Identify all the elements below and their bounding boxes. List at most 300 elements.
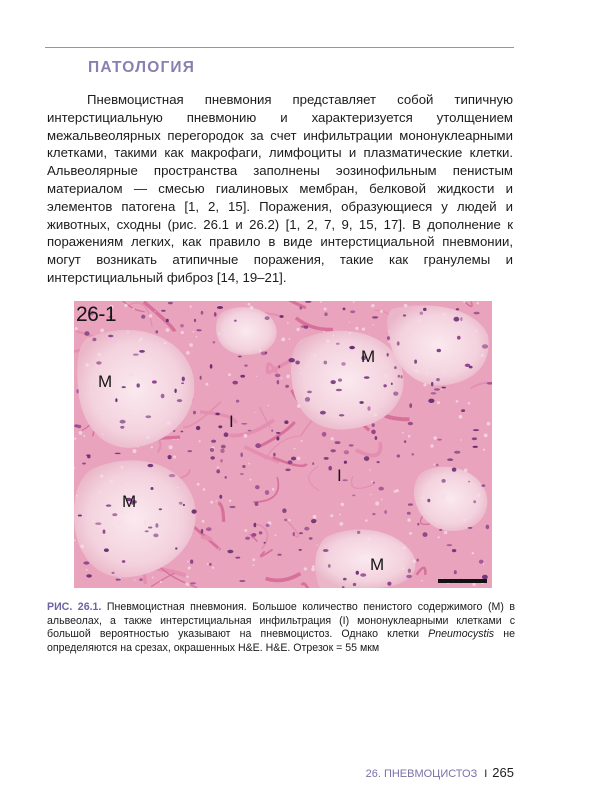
cell-nucleus (87, 455, 90, 459)
cell-nucleus (271, 430, 273, 432)
foam-vacuole (483, 449, 485, 451)
foam-vacuole (151, 517, 152, 518)
figure-label-m: M (370, 555, 385, 574)
foam-vacuole (320, 301, 322, 303)
foam-vacuole (311, 354, 312, 355)
cell-nucleus (261, 352, 267, 356)
caption-text: Пневмоцистная пневмония. Большое количество пенистого содержимого (М) в альвеолах, а также интерстициальная инфильтрация (I) мононуклеарными клетками с большой вероятностью указывают на пневмоцистоз. Однако клетки (47, 601, 516, 641)
cell-nucleus (437, 349, 442, 353)
cell-nucleus (486, 525, 490, 530)
cell-nucleus (168, 455, 172, 459)
foam-vacuole (162, 530, 164, 532)
cell-nucleus (232, 381, 238, 385)
cell-nucleus (473, 500, 476, 503)
cell-nucleus (447, 544, 452, 546)
foam-vacuole (408, 435, 411, 438)
cell-nucleus (141, 315, 145, 319)
foam-vacuole (375, 502, 379, 506)
cell-nucleus (305, 397, 310, 402)
foam-vacuole (389, 330, 390, 331)
foam-vacuole (83, 435, 85, 437)
cell-nucleus (387, 353, 389, 357)
cell-nucleus (383, 384, 386, 387)
cell-nucleus (288, 460, 293, 464)
cell-nucleus (78, 515, 82, 517)
foam-vacuole (402, 432, 404, 434)
cell-nucleus (407, 512, 411, 515)
cell-nucleus (384, 510, 387, 514)
cell-nucleus (441, 387, 446, 389)
cell-nucleus (276, 432, 281, 434)
foam-vacuole (97, 526, 99, 528)
foam-vacuole (203, 488, 206, 491)
foam-vacuole (423, 383, 426, 386)
cell-nucleus (352, 495, 355, 497)
foam-vacuole (199, 440, 201, 442)
cell-nucleus (349, 444, 354, 446)
foam-vacuole (188, 567, 191, 570)
cell-nucleus (265, 490, 269, 495)
foam-vacuole (312, 565, 315, 568)
foam-vacuole (193, 331, 195, 333)
scale-bar (438, 579, 487, 583)
cell-nucleus (442, 479, 446, 483)
foam-vacuole (160, 581, 162, 583)
foam-vacuole (296, 328, 299, 331)
foam-vacuole (185, 582, 188, 585)
figure-label-i: I (229, 412, 234, 431)
cell-nucleus (225, 476, 227, 479)
foam-vacuole (473, 583, 476, 586)
cell-nucleus (423, 308, 427, 311)
foam-vacuole (438, 536, 440, 538)
cell-nucleus (338, 379, 342, 382)
cell-nucleus (112, 572, 115, 574)
foam-vacuole (348, 551, 350, 553)
cell-nucleus (339, 414, 344, 416)
cell-nucleus (309, 537, 313, 539)
foam-vacuole (181, 331, 184, 334)
foam-vacuole (272, 488, 275, 491)
cell-nucleus (373, 482, 375, 484)
cell-nucleus (423, 532, 428, 537)
foam-vacuole (434, 436, 437, 439)
foam-vacuole (459, 415, 463, 419)
cell-nucleus (391, 383, 393, 386)
foam-vacuole (254, 412, 255, 413)
cell-nucleus (175, 547, 177, 549)
cell-nucleus (371, 430, 376, 435)
foam-vacuole (444, 371, 446, 373)
cell-nucleus (152, 380, 157, 383)
foam-vacuole (229, 500, 231, 502)
cell-nucleus (215, 413, 220, 416)
cell-nucleus (122, 560, 126, 563)
cell-nucleus (86, 574, 92, 577)
foam-vacuole (414, 332, 416, 334)
foam-vacuole (86, 569, 88, 571)
foam-vacuole (437, 401, 440, 404)
cell-nucleus (474, 312, 480, 315)
cell-nucleus (397, 341, 400, 345)
foam-vacuole (79, 431, 83, 435)
cell-nucleus (166, 319, 169, 323)
foam-vacuole (372, 324, 373, 325)
cell-nucleus (275, 374, 281, 378)
cell-nucleus (196, 329, 201, 331)
foam-vacuole (332, 334, 334, 336)
cell-nucleus (479, 560, 484, 564)
cell-nucleus (145, 415, 151, 418)
cell-nucleus (174, 389, 176, 393)
foam-vacuole (404, 304, 407, 307)
cell-nucleus (344, 450, 349, 454)
foam-vacuole (256, 376, 257, 377)
foam-vacuole (442, 495, 445, 498)
cell-nucleus (209, 563, 212, 566)
cell-nucleus (293, 532, 295, 536)
cell-nucleus (468, 481, 470, 483)
foam-vacuole (98, 353, 102, 357)
cell-nucleus (412, 453, 415, 455)
cell-nucleus (108, 335, 113, 337)
foam-vacuole (314, 354, 317, 357)
foam-vacuole (154, 311, 155, 312)
foam-vacuole (186, 576, 188, 578)
foam-vacuole (443, 313, 446, 316)
foam-vacuole (137, 447, 138, 448)
cell-nucleus (145, 530, 149, 532)
cell-nucleus (153, 534, 158, 538)
foam-vacuole (248, 463, 250, 465)
foam-vacuole (80, 545, 84, 549)
foam-vacuole (453, 321, 455, 323)
caption-text: не определяются на срезах, окрашенных H&E. H&E. Отрезок = 55 мкм (47, 628, 515, 654)
cell-nucleus (482, 344, 488, 348)
cell-nucleus (266, 524, 270, 527)
cell-nucleus (291, 457, 296, 461)
cell-nucleus (216, 469, 220, 473)
cell-nucleus (201, 529, 203, 534)
cell-nucleus (372, 513, 375, 515)
foam-vacuole (323, 331, 324, 332)
foam-vacuole (134, 579, 135, 580)
cell-nucleus (219, 495, 222, 499)
cell-nucleus (248, 430, 252, 432)
cell-nucleus (112, 513, 117, 516)
foam-vacuole (152, 577, 154, 579)
foam-vacuole (317, 544, 318, 545)
foam-vacuole (127, 331, 129, 333)
cell-nucleus (245, 537, 250, 540)
cell-nucleus (454, 451, 460, 454)
cell-nucleus (179, 502, 183, 505)
cell-nucleus (277, 380, 280, 384)
foam-vacuole (212, 567, 214, 569)
foam-vacuole (384, 374, 387, 377)
cell-nucleus (192, 509, 197, 513)
foam-vacuole (367, 537, 371, 541)
foam-vacuole (196, 336, 198, 338)
cell-nucleus (431, 382, 433, 386)
foam-vacuole (349, 332, 351, 334)
cell-nucleus (324, 361, 328, 365)
cell-nucleus (96, 361, 101, 364)
cell-nucleus (285, 385, 289, 388)
foam-vacuole (421, 497, 424, 500)
foam-vacuole (275, 534, 277, 536)
cell-nucleus (161, 394, 165, 399)
cell-nucleus (472, 437, 477, 440)
cell-nucleus (193, 411, 196, 415)
foam-vacuole (402, 567, 405, 570)
cell-nucleus (161, 310, 165, 312)
foam-vacuole (74, 438, 76, 440)
cell-nucleus (244, 365, 247, 367)
foam-vacuole (259, 349, 262, 352)
cell-nucleus (447, 458, 453, 461)
cell-nucleus (95, 522, 101, 525)
foam-vacuole (129, 409, 132, 412)
cell-nucleus (428, 399, 434, 403)
foam-vacuole (464, 469, 467, 472)
cell-nucleus (307, 391, 312, 394)
foam-vacuole (166, 401, 168, 403)
cell-nucleus (322, 432, 327, 437)
foam-vacuole (330, 514, 333, 517)
cell-nucleus (393, 392, 398, 396)
body-paragraph: Пневмоцистная пневмония представляет собой типичную интерстициальную пневмонию и характеризуется утолщением межальвеолярных перегородок за счет инфильтрации мононуклеарными клетками, такими как макрофаги, лимфоциты и плазматические клетки. Альвеолярные пространства заполнены эозинофильным пенистым материалом — смесью гиалиновых мембран, белковой жидкости и элементов патогена [1, 2, 15]. Поражения, образующиеся у людей и животных, сходны (рис. 26.1 и 26.2) [1, 2, 7, 9, 15, 17]. В дополнение к поражениям легких, как правило в виде интерстициальной пневмонии, могут возникать атипичные поражения, такие как гранулемы и интерстициальный фиброз [14, 19–21]. (47, 92, 513, 285)
cell-nucleus (120, 420, 126, 424)
cell-nucleus (300, 306, 303, 310)
foam-vacuole (281, 338, 285, 342)
cell-nucleus (379, 487, 384, 491)
cell-nucleus (468, 527, 473, 529)
cell-nucleus (436, 378, 440, 381)
cell-nucleus (210, 448, 214, 452)
cell-nucleus (311, 519, 317, 523)
foam-vacuole (300, 367, 302, 369)
foam-vacuole (433, 464, 435, 466)
cell-nucleus (452, 549, 456, 552)
foam-vacuole (157, 343, 159, 345)
foam-vacuole (472, 552, 474, 554)
foam-vacuole (487, 422, 491, 426)
cell-nucleus (406, 575, 412, 578)
foam-vacuole (326, 339, 329, 342)
cell-nucleus (76, 389, 79, 393)
foam-vacuole (409, 532, 412, 535)
foam-vacuole (311, 568, 315, 572)
foam-vacuole (75, 327, 78, 330)
cell-nucleus (372, 316, 378, 318)
foam-vacuole (216, 500, 217, 501)
cell-nucleus (312, 462, 314, 465)
foam-vacuole (402, 546, 405, 549)
footer-separator: I (484, 768, 488, 780)
page-number: 265 (492, 765, 514, 780)
foam-vacuole (190, 306, 192, 308)
foam-vacuole (207, 563, 209, 565)
foam-vacuole (413, 559, 416, 562)
cell-nucleus (155, 523, 158, 527)
foam-vacuole (218, 333, 220, 335)
foam-vacuole (475, 330, 478, 333)
cell-nucleus (214, 312, 217, 317)
cell-nucleus (196, 426, 200, 430)
cell-nucleus (115, 453, 121, 455)
foam-vacuole (371, 304, 374, 307)
cell-nucleus (177, 399, 182, 402)
cell-nucleus (323, 549, 329, 552)
cell-nucleus (350, 310, 355, 313)
foam-vacuole (301, 440, 303, 442)
histology-figure (74, 301, 492, 588)
cell-nucleus (324, 457, 329, 460)
cell-nucleus (115, 398, 117, 402)
foam-vacuole (169, 445, 173, 449)
cell-nucleus (181, 431, 184, 433)
foam-vacuole (76, 495, 78, 497)
foam-vacuole (143, 537, 146, 540)
foam-vacuole (217, 466, 219, 468)
cell-nucleus (417, 523, 419, 526)
foam-vacuole (374, 413, 378, 417)
foam-vacuole (341, 503, 344, 506)
cell-nucleus (194, 319, 196, 322)
foam-vacuole (125, 482, 128, 485)
cell-nucleus (364, 456, 369, 461)
foam-vacuole (415, 369, 419, 373)
cell-nucleus (457, 336, 461, 340)
cell-nucleus (342, 479, 348, 481)
cell-nucleus (240, 473, 244, 475)
foam-vacuole (133, 449, 137, 453)
cell-nucleus (276, 437, 279, 441)
cell-nucleus (242, 465, 245, 468)
foam-vacuole (167, 421, 171, 425)
cell-nucleus (122, 386, 126, 388)
cell-nucleus (356, 571, 359, 575)
foam-vacuole (99, 491, 102, 494)
foam-vacuole (149, 314, 153, 318)
cell-nucleus (331, 380, 336, 384)
cell-nucleus (420, 312, 423, 315)
foam-vacuole (151, 446, 153, 448)
foam-vacuole (189, 343, 193, 347)
foam-vacuole (160, 370, 162, 372)
foam-vacuole (97, 407, 100, 410)
cell-nucleus (357, 531, 360, 534)
foam-vacuole (339, 514, 341, 516)
cell-nucleus (120, 426, 124, 429)
cell-nucleus (173, 430, 175, 432)
cell-nucleus (259, 531, 263, 534)
foam-vacuole (121, 466, 124, 469)
foam-vacuole (104, 520, 107, 523)
foam-vacuole (444, 531, 447, 534)
cell-nucleus (188, 450, 193, 452)
foam-vacuole (477, 302, 479, 304)
foam-vacuole (248, 303, 251, 306)
caption-label: РИС. 26.1. (47, 601, 102, 613)
cell-nucleus (255, 443, 261, 448)
foam-vacuole (388, 341, 390, 343)
cell-nucleus (190, 560, 193, 564)
cell-nucleus (403, 314, 406, 316)
foam-vacuole (138, 340, 140, 342)
cell-nucleus (200, 376, 202, 380)
cell-nucleus (234, 320, 237, 322)
foam-vacuole (369, 469, 370, 470)
cell-nucleus (220, 449, 224, 453)
foam-vacuole (133, 308, 135, 310)
foam-vacuole (331, 437, 334, 440)
foam-vacuole (281, 378, 283, 380)
foam-vacuole (421, 580, 423, 582)
figure-id-label: 26-1 (76, 303, 117, 326)
foam-vacuole (164, 342, 167, 345)
cell-nucleus (211, 440, 216, 443)
cell-nucleus (481, 484, 485, 487)
cell-nucleus (133, 354, 139, 356)
foam-vacuole (244, 434, 248, 438)
cell-nucleus (273, 453, 276, 457)
cell-nucleus (341, 362, 345, 366)
foam-vacuole (471, 517, 472, 518)
cell-nucleus (238, 356, 242, 358)
foam-vacuole (468, 402, 470, 404)
foam-vacuole (250, 306, 254, 310)
cell-nucleus (437, 439, 442, 441)
cell-nucleus (408, 569, 411, 573)
cell-nucleus (241, 423, 247, 425)
cell-nucleus (106, 504, 111, 506)
cell-nucleus (235, 557, 240, 559)
foam-vacuole (177, 439, 178, 440)
cell-nucleus (255, 502, 259, 506)
cell-nucleus (452, 468, 457, 472)
cell-nucleus (394, 366, 397, 369)
cell-nucleus (324, 312, 327, 316)
foam-vacuole (484, 434, 488, 438)
foam-vacuole (349, 322, 350, 323)
cell-nucleus (183, 504, 185, 506)
foam-vacuole (122, 542, 125, 545)
cell-nucleus (240, 375, 245, 378)
foam-vacuole (463, 519, 465, 521)
cell-nucleus (436, 464, 439, 467)
foam-vacuole (313, 515, 317, 519)
foam-vacuole (202, 520, 205, 523)
cell-nucleus (282, 508, 286, 513)
foam-vacuole (268, 405, 269, 406)
cell-nucleus (139, 578, 143, 581)
foam-vacuole (394, 490, 397, 493)
cell-nucleus (304, 326, 309, 329)
footer-chapter-title: 26. ПНЕВМОЦИСТОЗ (365, 768, 478, 780)
cell-nucleus (280, 315, 284, 318)
figure-label-m: M (361, 347, 376, 366)
foam-vacuole (355, 327, 358, 330)
cell-nucleus (456, 308, 459, 310)
foam-vacuole (441, 389, 442, 390)
cell-nucleus (408, 503, 413, 505)
foam-vacuole (187, 561, 189, 563)
cell-nucleus (148, 527, 152, 529)
cell-nucleus (239, 580, 245, 582)
caption-italic-term: Pneumocystis (428, 628, 495, 641)
